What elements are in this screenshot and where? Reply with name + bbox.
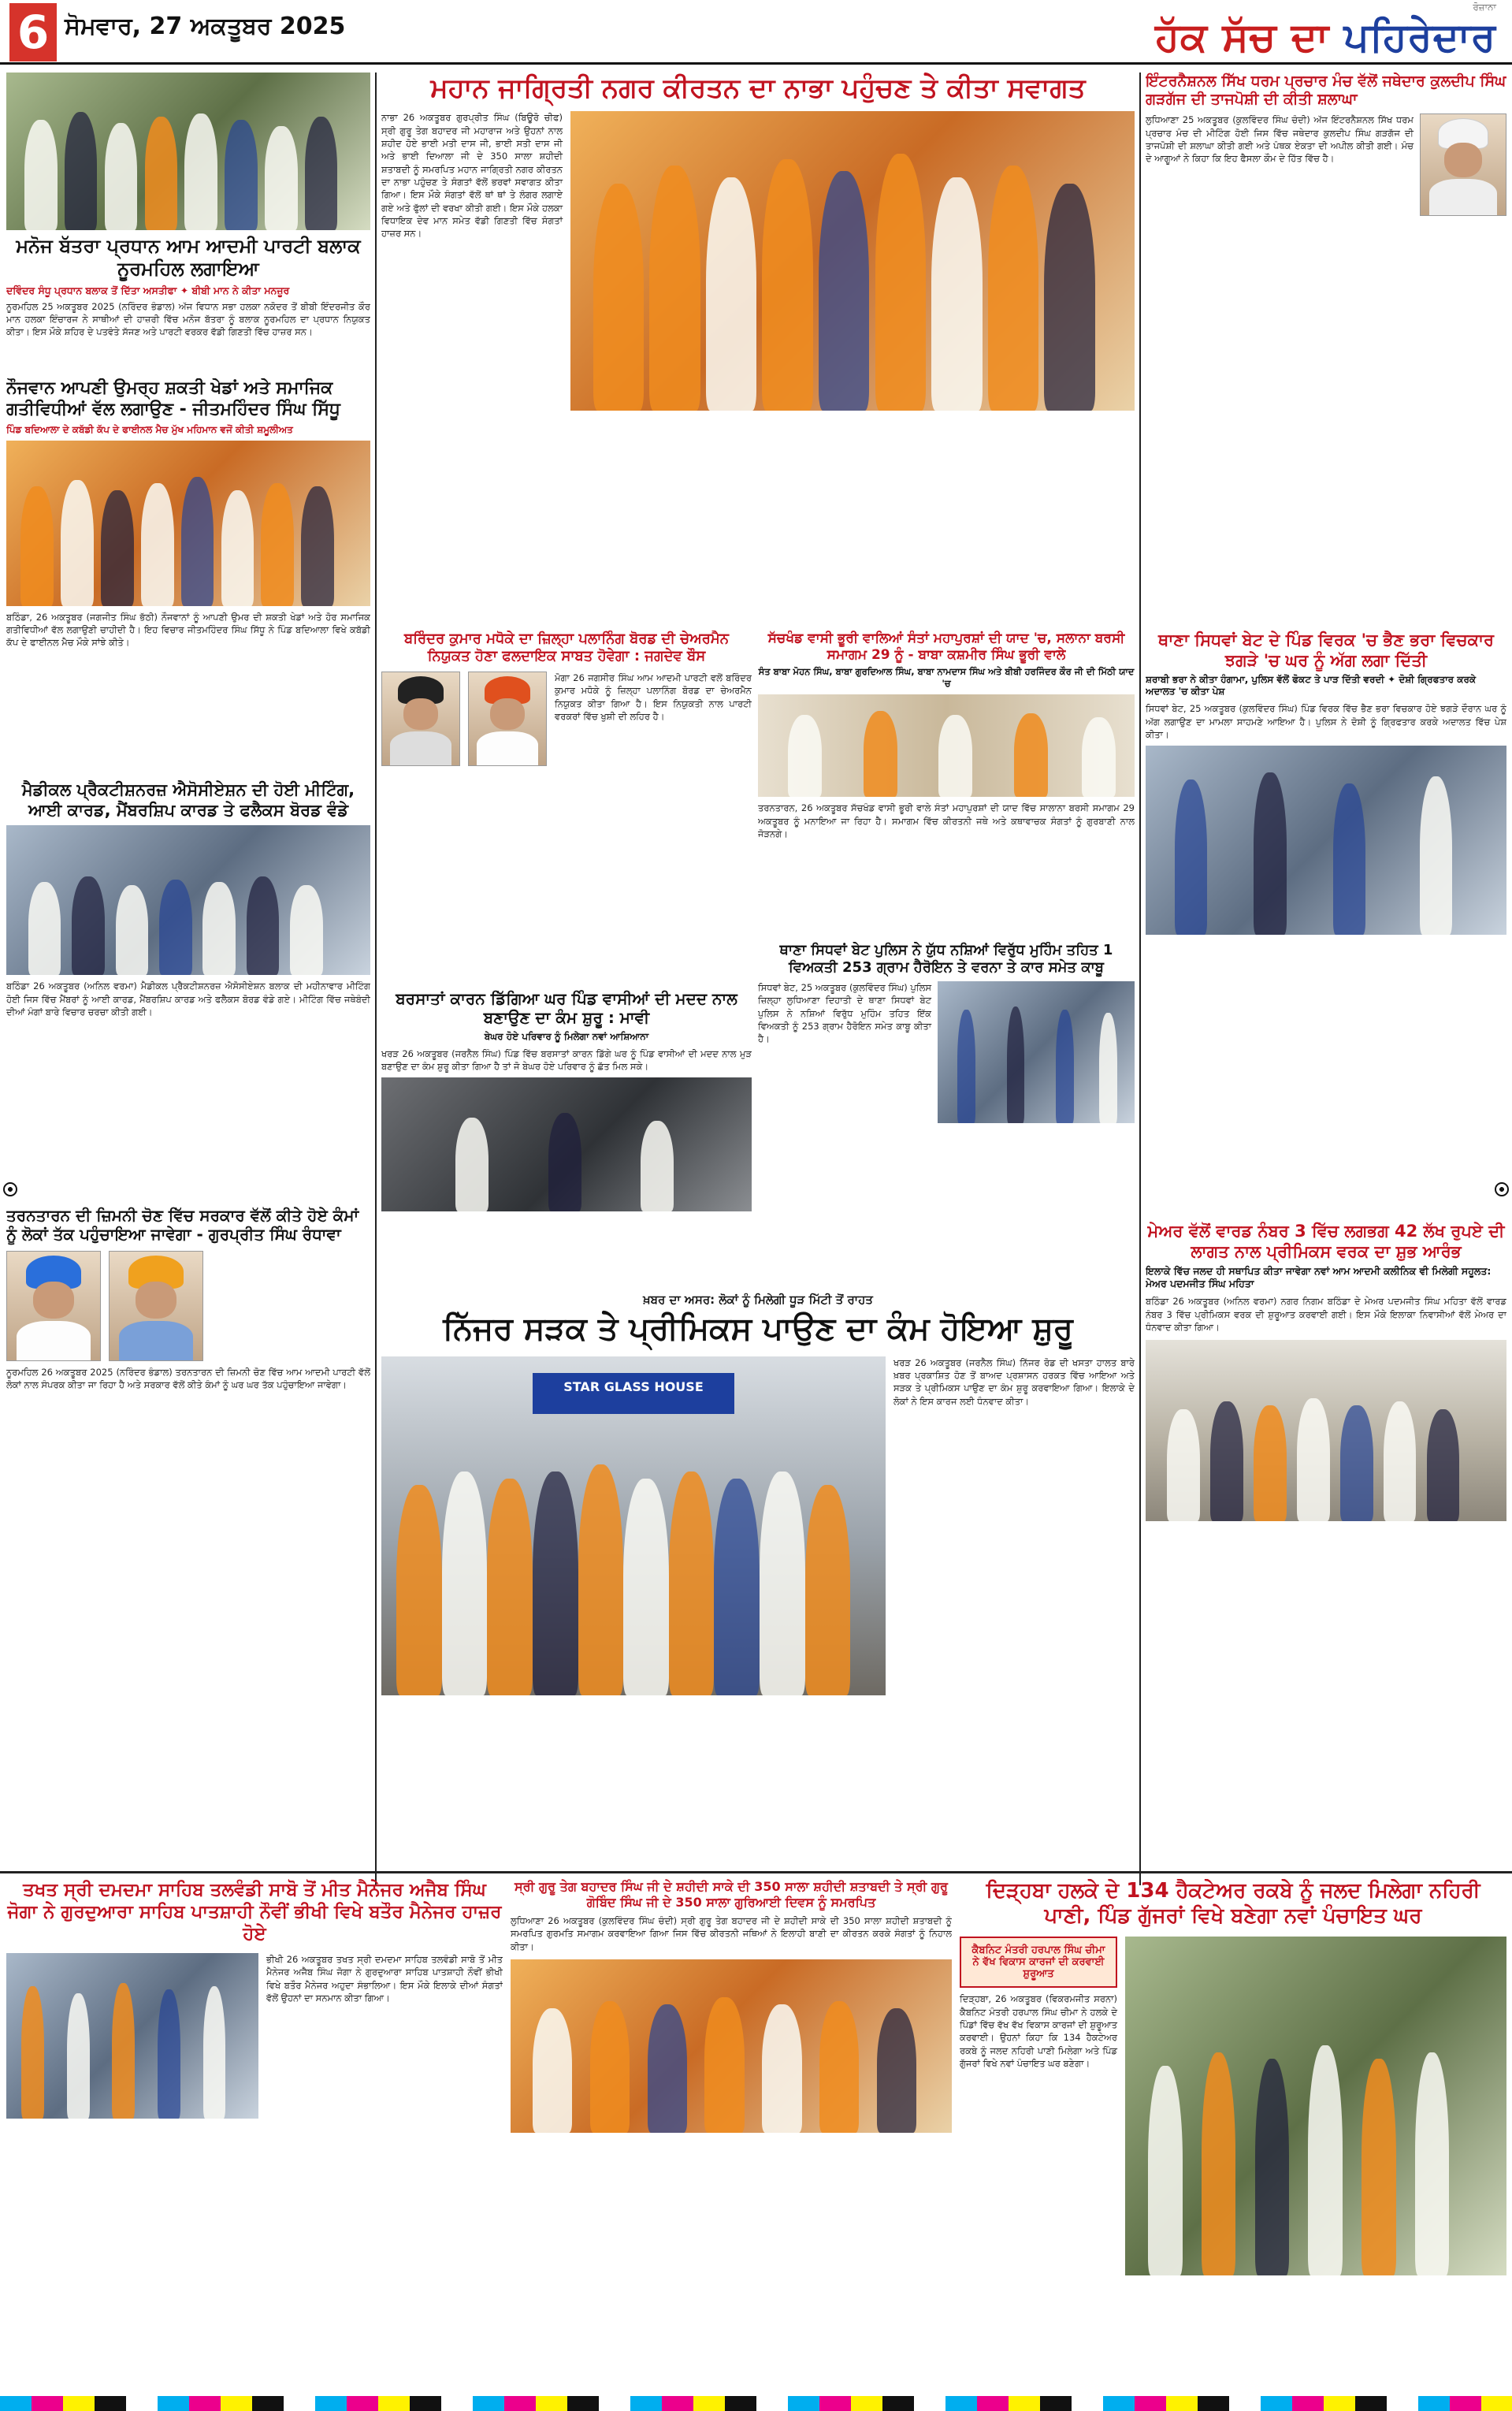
article-dirba-canal-water (960, 1879, 1506, 2391)
article-body: ਸਿਧਵਾਂ ਬੇਟ, 25 ਅਕਤੂਬਰ (ਕੁਲਵਿੰਦਰ ਸਿੰਘ) ਪੁਲਿਸ ਜ਼ਿਲ੍ਹਾ ਲੁਧਿਆਣਾ ਦਿਹਾਤੀ ਦੇ ਥਾਣਾ ਸਿਧਵਾਂ ਬੇਟ ਪੁਲਿਸ ਨੇ ਨਸ਼ਿਆਂ ਵਿਰੁੱਧ ਮੁਹਿੰਮ ਤਹਿਤ ਇੱਕ ਵਿਅਕਤੀ ਨੂੰ 253 ਗ੍ਰਾਮ ਹੈਰੋਇਨ ਸਮੇਤ ਕਾਬੂ ਕੀਤਾ ਹੈ। (758, 981, 931, 1045)
registration-mark (1495, 1182, 1509, 1196)
article-subhead: ਇਲਾਕੇ ਵਿੱਚ ਜਲਦ ਹੀ ਸਥਾਪਿਤ ਕੀਤਾ ਜਾਵੇਗਾ ਨਵਾਂ ਆਮ ਆਦਮੀ ਕਲੀਨਿਕ ਵੀ ਮਿਲੇਗੀ ਸਹੂਲਤ: ਮੇਅਰ ਪਦਮਜੀਤ ਸਿੰਘ ਮਹਿਤਾ (1146, 1265, 1492, 1290)
person-portrait (468, 672, 547, 766)
article-headline: ਥਾਣਾ ਸਿਧਵਾਂ ਬੇਟ ਪੁਲਿਸ ਨੇ ਯੁੱਧ ਨਸ਼ਿਆਂ ਵਿਰੁੱਧ ਮੁਹਿੰਮ ਤਹਿਤ 1 ਵਿਅਕਤੀ 253 ਗ੍ਰਾਮ ਹੈਰੋਇਨ ਤੇ ਵਰਨਾ ਤੇ ਕਾਰ ਸਮੇਤ ਕਾਬੂ (779, 942, 1113, 976)
shop-sign: STAR GLASS HOUSE (533, 1373, 734, 1414)
article-body: ਮੋਗਾ 26 ਜਗਸੀਰ ਸਿੰਘ ਆਮ ਆਦਮੀ ਪਾਰਟੀ ਵਲੋਂ ਬਰਿੰਦਰ ਕੁਮਾਰ ਮਧੋਕੇ ਨੂੰ ਜ਼ਿਲ੍ਹਾ ਪਲਾਨਿੰਗ ਬੋਰਡ ਦਾ ਚੇਅਰਮੈਨ ਨਿਯੁਕਤ ਕੀਤਾ ਗਿਆ ਹੈ। ਇਸ ਨਿਯੁਕਤੀ ਨਾਲ ਪਾਰਟੀ ਵਰਕਰਾਂ ਵਿੱਚ ਖੁਸ਼ੀ ਦੀ ਲਹਿਰ ਹੈ। (555, 672, 752, 722)
article-barinder-madhoke (381, 631, 752, 985)
article-manager-ajaib-singh (6, 1879, 503, 2391)
article-body: ਨੂਰਮਹਿਲ 26 ਅਕਤੂਬਰ 2025 (ਨਰਿੰਦਰ ਭੰਡਾਲ) ਤਰਨਤਾਰਨ ਦੀ ਜ਼ਿਮਨੀ ਚੋਣ ਵਿੱਚ ਆਮ ਆਦਮੀ ਪਾਰਟੀ ਵੱਲੋਂ ਲੋਕਾਂ ਨਾਲ ਸੰਪਰਕ ਕੀਤਾ ਜਾ ਰਿਹਾ ਹੈ ਅਤੇ ਸਰਕਾਰ ਵੱਲੋਂ ਕੀਤੇ ਕੰਮਾਂ ਨੂੰ ਘਰ ਘਰ ਤੱਕ ਪਹੁੰਚਾਇਆ ਜਾਵੇਗਾ। (6, 1366, 370, 1391)
article-sikh-manch (1146, 73, 1506, 624)
article-subhead: ਸ਼ਰਾਬੀ ਭਰਾ ਨੇ ਕੀਤਾ ਹੰਗਾਮਾ, ਪੁਲਿਸ ਵੱਲੋਂ ਫੋਕਟ ਤੇ ਪਾੜ ਦਿੱਤੀ ਵਰਦੀ ✦ ਦੋਸ਼ੀ ਗ੍ਰਿਫਤਾਰ ਕਰਕੇ ਅਦਾਲਤ 'ਚ ਕੀਤਾ ਪੇਸ਼ (1146, 674, 1477, 698)
article-photo (1146, 746, 1506, 935)
article-body: ਲੁਧਿਆਣਾ 26 ਅਕਤੂਬਰ (ਕੁਲਵਿੰਦਰ ਸਿੰਘ ਚੰਦੀ) ਸ੍ਰੀ ਗੁਰੂ ਤੇਗ ਬਹਾਦਰ ਜੀ ਦੇ ਸ਼ਹੀਦੀ ਸਾਕੇ ਦੀ 350 ਸਾਲਾ ਸ਼ਹੀਦੀ ਸ਼ਤਾਬਦੀ ਨੂੰ ਸਮਰਪਿਤ ਗੁਰਮਤਿ ਸਮਾਗਮ ਕਰਵਾਇਆ ਗਿਆ ਜਿਸ ਵਿੱਚ ਕੀਰਤਨੀ ਜਥਿਆਂ ਨੇ ਇਲਾਹੀ ਬਾਣੀ ਦਾ ਕੀਰਤਨ ਕਰਕੇ ਸੰਗਤਾਂ ਨੂੰ ਨਿਹਾਲ ਕੀਤਾ। (511, 1915, 952, 1952)
article-nijjar-road (381, 1293, 1135, 1868)
article-photo (6, 1953, 258, 2119)
article-kicker: ਖ਼ਬਰ ਦਾ ਅਸਰ: ਲੋਕਾਂ ਨੂੰ ਮਿਲੇਗੀ ਧੂੜ ਮਿੱਟੀ ਤੋਂ ਰਾਹਤ (643, 1293, 873, 1307)
article-body: ਖਰੜ 26 ਅਕਤੂਬਰ (ਜਰਨੈਲ ਸਿੰਘ) ਪਿੰਡ ਵਿੱਚ ਬਰਸਾਤਾਂ ਕਾਰਨ ਡਿੱਗੇ ਘਰ ਨੂੰ ਪਿੰਡ ਵਾਸੀਆਂ ਦੀ ਮਦਦ ਨਾਲ ਮੁੜ ਬਣਾਉਣ ਦਾ ਕੰਮ ਸ਼ੁਰੂ ਕੀਤਾ ਗਿਆ ਹੈ ਤਾਂ ਜੋ ਬੇਘਰ ਹੋਏ ਪਰਿਵਾਰ ਨੂੰ ਛੱਤ ਮਿਲ ਸਕੇ। (381, 1047, 752, 1073)
article-headline: ਤਰਨਤਾਰਨ ਦੀ ਜ਼ਿਮਨੀ ਚੋਣ ਵਿੱਚ ਸਰਕਾਰ ਵੱਲੋਂ ਕੀਤੇ ਹੋਏ ਕੰਮਾਂ ਨੂੰ ਲੋਕਾਂ ਤੱਕ ਪਹੁੰਚਾਇਆ ਜਾਵੇਗਾ - ਗੁਰਪ੍ਰੀਤ ਸਿੰਘ ਰੰਧਾਵਾ (6, 1206, 359, 1245)
article-heroin-arrest (758, 942, 1135, 1289)
article-subhead: ਦਵਿੰਦਰ ਸੰਧੂ ਪ੍ਰਧਾਨ ਬਲਾਕ ਤੋਂ ਦਿੱਤਾ ਅਸਤੀਫਾ ✦ ਬੀਬੀ ਮਾਨ ਨੇ ਕੀਤਾ ਮਨਜ਼ੂਰ (6, 284, 290, 296)
article-photo (570, 111, 1135, 411)
article-body: ਲੁਧਿਆਣਾ 25 ਅਕਤੂਬਰ (ਕੁਲਵਿੰਦਰ ਸਿੰਘ ਚੰਦੀ) ਅੱਜ ਇੰਟਰਨੈਸ਼ਨਲ ਸਿੱਖ ਧਰਮ ਪ੍ਰਚਾਰ ਮੰਚ ਦੀ ਮੀਟਿੰਗ ਹੋਈ ਜਿਸ ਵਿੱਚ ਜਥੇਦਾਰ ਕੁਲਦੀਪ ਸਿੰਘ ਗੜਗੱਜ ਦੀ ਤਾਜਪੋਸ਼ੀ ਦੀ ਸ਼ਲਾਘਾ ਕੀਤੀ ਗਈ ਅਤੇ ਪੰਥਕ ਏਕਤਾ ਦੀ ਅਪੀਲ ਕੀਤੀ ਗਈ। ਮੰਚ ਦੇ ਆਗੂਆਂ ਨੇ ਕਿਹਾ ਕਿ ਇਹ ਫੈਸਲਾ ਕੌਮ ਦੇ ਹਿੱਤ ਵਿੱਚ ਹੈ। (1146, 114, 1414, 165)
article-photo (511, 1959, 952, 2133)
article-headline: ਬਰਿੰਦਰ ਕੁਮਾਰ ਮਧੋਕੇ ਦਾ ਜ਼ਿਲ੍ਹਾ ਪਲਾਨਿੰਗ ਬੋਰਡ ਦੀ ਚੇਅਰਮੈਨ ਨਿਯੁਕਤ ਹੋਣਾ ਫਲਦਾਇਕ ਸਾਬਤ ਹੋਵੇਗਾ : ਜਗਦੇਵ ਬੌਸ (403, 631, 730, 664)
article-barsi-samagam (758, 631, 1135, 938)
article-body: ਦਿੜ੍ਹਬਾ, 26 ਅਕਤੂਬਰ (ਵਿਕਰਮਜੀਤ ਸਰਨਾ) ਕੈਬਨਿਟ ਮੰਤਰੀ ਹਰਪਾਲ ਸਿੰਘ ਚੀਮਾ ਨੇ ਹਲਕੇ ਦੇ ਪਿੰਡਾਂ ਵਿੱਚ ਵੱਖ ਵੱਖ ਵਿਕਾਸ ਕਾਰਜਾਂ ਦੀ ਸ਼ੁਰੂਆਤ ਕਰਵਾਈ। ਉਹਨਾਂ ਕਿਹਾ ਕਿ 134 ਹੈਕਟੇਅਰ ਰਕਬੇ ਨੂੰ ਜਲਦ ਨਹਿਰੀ ਪਾਣੀ ਮਿਲੇਗਾ ਅਤੇ ਪਿੰਡ ਗੁੱਜਰਾਂ ਵਿਖੇ ਨਵਾਂ ਪੰਚਾਇਤ ਘਰ ਬਣੇਗਾ। (960, 1993, 1117, 2070)
article-photo (938, 981, 1135, 1123)
article-subhead: ਪਿੰਡ ਬਦਿਆਲਾ ਦੇ ਕਬੱਡੀ ਕੱਪ ਦੇ ਫਾਈਨਲ ਮੈਚ ਮੁੱਖ ਮਹਿਮਾਨ ਵਜੋਂ ਕੀਤੀ ਸ਼ਮੂਲੀਅਤ (6, 423, 293, 435)
section-divider (0, 1871, 1512, 1873)
article-photo (758, 694, 1135, 797)
person-portrait (6, 1251, 101, 1361)
article-body: ਨੂਰਮਹਿਲ 25 ਅਕਤੂਬਰ 2025 (ਨਰਿੰਦਰ ਭੰਡਾਲ) ਅੱਜ ਵਿਧਾਨ ਸਭਾ ਹਲਕਾ ਨਕੋਦਰ ਤੋਂ ਬੀਬੀ ਇੰਦਰਜੀਤ ਕੌਰ ਮਾਨ ਹਲਕਾ ਇੰਚਾਰਜ ਨੇ ਸਾਥੀਆਂ ਦੀ ਹਾਜ਼ਰੀ ਵਿੱਚ ਮਨੋਜ ਬੱਤਰਾ ਨੂੰ ਬਲਾਕ ਨੂਰਮਹਿਲ ਦਾ ਪ੍ਰਧਾਨ ਨਿਯੁਕਤ ਕੀਤਾ। ਇਸ ਮੌਕੇ ਸ਼ਹਿਰ ਦੇ ਪਤਵੰਤੇ ਸੱਜਣ ਅਤੇ ਪਾਰਟੀ ਵਰਕਰ ਵੱਡੀ ਗਿਣਤੀ ਵਿੱਚ ਹਾਜ਼ਰ ਸਨ। (6, 300, 370, 338)
article-headline: ਥਾਣਾ ਸਿਧਵਾਂ ਬੇਟ ਦੇ ਪਿੰਡ ਵਿਰਕ 'ਚ ਭੈਣ ਭਰਾ ਵਿਚਕਾਰ ਝਗੜੇ 'ਚ ਘਰ ਨੂੰ ਅੱਗ ਲਗਾ ਦਿੱਤੀ (1158, 631, 1494, 670)
article-manoj-batra (6, 73, 370, 372)
column-divider (375, 73, 377, 1885)
article-shaheedi-shatabdi (511, 1879, 952, 2391)
article-body: ਖਰੜ 26 ਅਕਤੂਬਰ (ਜਰਨੈਲ ਸਿੰਘ) ਨਿੱਜਰ ਰੋਡ ਦੀ ਖਸਤਾ ਹਾਲਤ ਬਾਰੇ ਖ਼ਬਰ ਪ੍ਰਕਾਸ਼ਿਤ ਹੋਣ ਤੋਂ ਬਾਅਦ ਪ੍ਰਸ਼ਾਸਨ ਹਰਕਤ ਵਿੱਚ ਆਇਆ ਅਤੇ ਸੜਕ ਤੇ ਪ੍ਰੀਮਿਕਸ ਪਾਉਣ ਦਾ ਕੰਮ ਸ਼ੁਰੂ ਕਰਵਾਇਆ ਗਿਆ। ਇਲਾਕੇ ਦੇ ਲੋਕਾਂ ਨੇ ਇਸ ਕਾਰਜ ਲਈ ਧੰਨਵਾਦ ਕੀਤਾ। (893, 1356, 1135, 1407)
article-tarntaran-election (6, 1206, 370, 1860)
article-medical-practitioners (6, 780, 370, 1198)
article-headline: ਮਨੋਜ ਬੱਤਰਾ ਪ੍ਰਧਾਨ ਆਮ ਆਦਮੀ ਪਾਰਟੀ ਬਲਾਕ ਨੂਰਮਹਿਲ ਲਗਾਇਆ (16, 235, 361, 281)
article-headline: ਨਿੱਜਰ ਸੜਕ ਤੇ ਪ੍ਰੀਮਿਕਸ ਪਾਉਣ ਦਾ ਕੰਮ ਹੋਇਆ ਸ਼ੁਰੂ (443, 1311, 1073, 1347)
article-body: ਬਠਿੰਡਾ 26 ਅਕਤੂਬਰ (ਅਨਿਲ ਵਰਮਾ) ਨਗਰ ਨਿਗਮ ਬਠਿੰਡਾ ਦੇ ਮੇਅਰ ਪਦਮਜੀਤ ਸਿੰਘ ਮਹਿਤਾ ਵੱਲੋਂ ਵਾਰਡ ਨੰਬਰ 3 ਵਿੱਚ ਪ੍ਰੀਮਿਕਸ ਵਰਕ ਦੀ ਸ਼ੁਰੂਆਤ ਕਰਵਾਈ ਗਈ। ਇਸ ਮੌਕੇ ਇਲਾਕਾ ਨਿਵਾਸੀਆਂ ਵੱਲੋਂ ਮੇਅਰ ਦਾ ਧੰਨਵਾਦ ਕੀਤਾ ਗਿਆ। (1146, 1296, 1506, 1333)
paper-name (1155, 13, 1496, 60)
article-nagar-kirtan (381, 73, 1135, 624)
article-body: ਬਠਿੰਡਾ, 26 ਅਕਤੂਬਰ (ਜਗਜੀਤ ਸਿੰਘ ਭੱਠੀ) ਨੌਜਵਾਨਾਂ ਨੂੰ ਆਪਣੀ ਉਮਰ ਦੀ ਸ਼ਕਤੀ ਖੇਡਾਂ ਅਤੇ ਹੋਰ ਸਮਾਜਿਕ ਗਤੀਵਿਧੀਆਂ ਵੱਲ ਲਗਾਉਣੀ ਚਾਹੀਦੀ ਹੈ। ਇਹ ਵਿਚਾਰ ਜੀਤਮਹਿੰਦਰ ਸਿੰਘ ਸਿੱਧੂ ਨੇ ਪਿੰਡ ਬਦਿਆਲਾ ਵਿਖੇ ਕਬੱਡੀ ਕੱਪ ਦੇ ਫਾਈਨਲ ਮੈਚ ਮੌਕੇ ਸਾਂਝੇ ਕੀਤੇ। (6, 611, 370, 649)
article-subhead: ਸੰਤ ਬਾਬਾ ਮੋਹਨ ਸਿੰਘ, ਬਾਬਾ ਗੁਰਦਿਆਲ ਸਿੰਘ, ਬਾਬਾ ਨਾਮਦਾਸ ਸਿੰਘ ਅਤੇ ਬੀਬੀ ਹਰਜਿੰਦਰ ਕੌਰ ਜੀ ਦੀ ਮਿੱਠੀ ਯਾਦ 'ਚ (758, 666, 1135, 690)
article-photo (6, 825, 370, 975)
article-virk-fire (1146, 631, 1506, 1214)
article-body: ਤਰਨਤਾਰਨ, 26 ਅਕਤੂਬਰ ਸੱਚਖੰਡ ਵਾਸੀ ਭੂਰੀ ਵਾਲੇ ਸੰਤਾਂ ਮਹਾਪੁਰਸ਼ਾਂ ਦੀ ਯਾਦ ਵਿੱਚ ਸਾਲਾਨਾ ਬਰਸੀ ਸਮਾਗਮ 29 ਅਕਤੂਬਰ ਨੂੰ ਮਨਾਇਆ ਜਾ ਰਿਹਾ ਹੈ। ਸਮਾਗਮ ਵਿੱਚ ਕੀਰਤਨੀ ਜਥੇ ਅਤੇ ਕਥਾਵਾਚਕ ਸੰਗਤਾਂ ਨੂੰ ਗੁਰਬਾਣੀ ਨਾਲ ਜੋੜਨਗੇ। (758, 802, 1135, 840)
article-photo (6, 73, 370, 230)
paper-tag: ਰੋਜ਼ਾਨਾ (1473, 2, 1496, 13)
newspaper-logo (1155, 2, 1496, 61)
person-portrait (109, 1251, 203, 1361)
person-portrait (1420, 113, 1506, 216)
article-body: ਸਿਧਵਾਂ ਬੇਟ, 25 ਅਕਤੂਬਰ (ਕੁਲਵਿੰਦਰ ਸਿੰਘ) ਪਿੰਡ ਵਿਰਕ ਵਿੱਚ ਭੈਣ ਭਰਾ ਵਿਚਕਾਰ ਹੋਏ ਝਗੜੇ ਦੌਰਾਨ ਘਰ ਨੂੰ ਅੱਗ ਲਗਾਉਣ ਦਾ ਮਾਮਲਾ ਸਾਹਮਣੇ ਆਇਆ ਹੈ। ਪੁਲਿਸ ਨੇ ਦੋਸ਼ੀ ਨੂੰ ਗ੍ਰਿਫਤਾਰ ਕਰਕੇ ਅਦਾਲਤ ਵਿੱਚ ਪੇਸ਼ ਕੀਤਾ। (1146, 703, 1506, 740)
paper-name-a: ਹੱਕ ਸੱਚ ਦਾ (1155, 13, 1344, 60)
article-headline: ਸੱਚਖੰਡ ਵਾਸੀ ਭੂਰੀ ਵਾਲਿਆਂ ਸੰਤਾਂ ਮਹਾਪੁਰਸ਼ਾਂ ਦੀ ਯਾਦ 'ਚ, ਸਲਾਨਾ ਬਰਸੀ ਸਮਾਗਮ 29 ਨੂੰ - ਬਾਬਾ ਕਸ਼ਮੀਰ ਸਿੰਘ ਭੂਰੀ ਵਾਲੇ (767, 631, 1125, 663)
article-headline: ਦਿੜ੍ਹਬਾ ਹਲਕੇ ਦੇ 134 ਹੈਕਟੇਅਰ ਰਕਬੇ ਨੂੰ ਜਲਦ ਮਿਲੇਗਾ ਨਹਿਰੀ ਪਾਣੀ, ਪਿੰਡ ਗੁੱਜਰਾਂ ਵਿਖੇ ਬਣੇਗਾ ਨਵਾਂ ਪੰਚਾਇਤ ਘਰ (986, 1879, 1480, 1928)
article-body: ਬਠਿੰਡਾ 26 ਅਕਤੂਬਰ (ਅਨਿਲ ਵਰਮਾ) ਮੈਡੀਕਲ ਪ੍ਰੈਕਟੀਸ਼ਨਰਜ਼ ਐਸੋਸੀਏਸ਼ਨ ਬਲਾਕ ਦੀ ਮਹੀਨਾਵਾਰ ਮੀਟਿੰਗ ਹੋਈ ਜਿਸ ਵਿੱਚ ਮੈਂਬਰਾਂ ਨੂੰ ਆਈ ਕਾਰਡ, ਮੈਂਬਰਸ਼ਿਪ ਕਾਰਡ ਅਤੇ ਫਲੈਕਸ ਬੋਰਡ ਵੰਡੇ ਗਏ। ਮੀਟਿੰਗ ਵਿੱਚ ਜਥੇਬੰਦੀ ਦੀਆਂ ਮੰਗਾਂ ਬਾਰੇ ਵਿਚਾਰ ਚਰਚਾ ਕੀਤੀ ਗਈ। (6, 980, 370, 1018)
article-photo (1125, 1937, 1506, 2275)
minister-callout: ਕੈਬਨਿਟ ਮੰਤਰੀ ਹਰਪਾਲ ਸਿੰਘ ਚੀਮਾ ਨੇ ਵੱਖ ਵਿਕਾਸ ਕਾਰਜਾਂ ਦੀ ਕਰਵਾਈ ਸ਼ੁਰੂਆਤ (960, 1937, 1117, 1988)
article-photo (6, 441, 370, 606)
article-jitmahinder-sidhu (6, 378, 370, 772)
article-headline: ਬਰਸਾਤਾਂ ਕਾਰਨ ਡਿੱਗਿਆ ਘਰ ਪਿੰਡ ਵਾਸੀਆਂ ਦੀ ਮਦਦ ਨਾਲ ਬਣਾਉਣ ਦਾ ਕੰਮ ਸ਼ੁਰੂ : ਮਾਵੀ (396, 989, 737, 1028)
column-divider (1139, 73, 1141, 1885)
article-headline: ਮੇਅਰ ਵੱਲੋਂ ਵਾਰਡ ਨੰਬਰ 3 ਵਿੱਚ ਲਗਭਗ 42 ਲੱਖ ਰੁਪਏ ਦੀ ਲਾਗਤ ਨਾਲ ਪ੍ਰੀਮਿਕਸ ਵਰਕ ਦਾ ਸ਼ੁਭ ਆਰੰਭ (1147, 1222, 1505, 1261)
article-headline: ਨੌਜਵਾਨ ਆਪਣੀ ਉਮਰ੍ਹ ਸ਼ਕਤੀ ਖੇਡਾਂ ਅਤੇ ਸਮਾਜਿਕ ਗਤੀਵਿਧੀਆਂ ਵੱਲ ਲਗਾਉਣ - ਜੀਤਮਹਿੰਦਰ ਸਿੰਘ ਸਿੱਧੂ (6, 378, 340, 419)
article-subhead: ਬੇਘਰ ਹੋਏ ਪਰਿਵਾਰ ਨੂੰ ਮਿਲੇਗਾ ਨਵਾਂ ਆਸ਼ਿਆਨਾ (484, 1030, 649, 1042)
masthead (0, 0, 1512, 65)
print-color-strip (0, 2396, 1512, 2411)
issue-date: ਸੋਮਵਾਰ, 27 ਅਕਤੂਬਰ 2025 (65, 13, 346, 40)
article-photo (381, 1356, 886, 1695)
registration-mark (3, 1182, 17, 1196)
article-house-rebuild (381, 989, 752, 1289)
paper-name-b: ਪਹਿਰੇਦਾਰ (1343, 13, 1496, 60)
article-photo (1146, 1340, 1506, 1521)
person-portrait (381, 672, 460, 766)
article-headline: ਤਖਤ ਸ੍ਰੀ ਦਮਦਮਾ ਸਾਹਿਬ ਤਲਵੰਡੀ ਸਾਬੋ ਤੋਂ ਮੀਤ ਮੈਨੇਜਰ ਅਜੈਬ ਸਿੰਘ ਜੋਗਾ ਨੇ ਗੁਰਦੁਆਰਾ ਸਾਹਿਬ ਪਾਤਸ਼ਾਹੀ ਨੌਵੀਂ ਭੀਖੀ ਵਿਖੇ ਬਤੌਰ ਮੈਨੇਜਰ ਹਾਜ਼ਰ ਹੋਏ (7, 1880, 502, 1945)
article-body: ਨਾਭਾ 26 ਅਕਤੂਬਰ ਗੁਰਪ੍ਰੀਤ ਸਿੰਘ (ਬਿਊਰੋ ਚੀਫ) ਸ੍ਰੀ ਗੁਰੂ ਤੇਗ ਬਹਾਦਰ ਜੀ ਮਹਾਰਾਜ ਅਤੇ ਉਹਨਾਂ ਨਾਲ ਸ਼ਹੀਦ ਹੋਏ ਭਾਈ ਮਤੀ ਦਾਸ ਜੀ, ਭਾਈ ਸਤੀ ਦਾਸ ਜੀ ਅਤੇ ਭਾਈ ਦਿਆਲਾ ਜੀ ਦੇ 350 ਸਾਲਾ ਸ਼ਹੀਦੀ ਸ਼ਤਾਬਦੀ ਨੂੰ ਸਮਰਪਿਤ ਮਹਾਨ ਜਾਗ੍ਰਿਤੀ ਨਗਰ ਕੀਰਤਨ ਦਾ ਨਾਭਾ ਪਹੁੰਚਣ ਤੇ ਸੰਗਤਾਂ ਵੱਲੋਂ ਭਰਵਾਂ ਸਵਾਗਤ ਕੀਤਾ ਗਿਆ। ਇਸ ਮੌਕੇ ਸੰਗਤਾਂ ਵੱਲੋਂ ਥਾਂ ਥਾਂ ਤੇ ਲੰਗਰ ਲਗਾਏ ਗਏ ਅਤੇ ਫੁੱਲਾਂ ਦੀ ਵਰਖਾ ਕੀਤੀ ਗਈ। ਇਸ ਮੌਕੇ ਹਲਕਾ ਵਿਧਾਇਕ ਦੇਵ ਮਾਨ ਸਮੇਤ ਵੱਡੀ ਗਿਣਤੀ ਵਿੱਚ ਸੰਗਤਾਂ ਹਾਜ਼ਰ ਸਨ। (381, 112, 563, 240)
article-body: ਭੀਖੀ 26 ਅਕਤੂਬਰ ਤਖਤ ਸ੍ਰੀ ਦਮਦਮਾ ਸਾਹਿਬ ਤਲਵੰਡੀ ਸਾਬੋ ਤੋਂ ਮੀਤ ਮੈਨੇਜਰ ਅਜੈਬ ਸਿੰਘ ਜੋਗਾ ਨੇ ਗੁਰਦੁਆਰਾ ਸਾਹਿਬ ਪਾਤਸ਼ਾਹੀ ਨੌਵੀਂ ਭੀਖੀ ਵਿਖੇ ਬਤੌਰ ਮੈਨੇਜਰ ਅਹੁਦਾ ਸੰਭਾਲਿਆ। ਇਸ ਮੌਕੇ ਇਲਾਕੇ ਦੀਆਂ ਸੰਗਤਾਂ ਵੱਲੋਂ ਉਹਨਾਂ ਦਾ ਸਨਮਾਨ ਕੀਤਾ ਗਿਆ। (266, 1954, 503, 2004)
article-mayor-premix (1146, 1222, 1506, 1868)
page-number: 6 (9, 3, 57, 61)
article-photo (381, 1077, 752, 1211)
article-headline: ਸ੍ਰੀ ਗੁਰੂ ਤੇਗ ਬਹਾਦਰ ਸਿੰਘ ਜੀ ਦੇ ਸ਼ਹੀਦੀ ਸਾਕੇ ਦੀ 350 ਸਾਲਾ ਸ਼ਹੀਦੀ ਸ਼ਤਾਬਦੀ ਤੇ ਸ੍ਰੀ ਗੁਰੂ ਗੋਬਿੰਦ ਸਿੰਘ ਜੀ ਦੇ 350 ਸਾਲਾ ਗੁਰਿਆਈ ਦਿਵਸ ਨੂੰ ਸਮਰਪਿਤ (515, 1879, 948, 1910)
article-headline: ਮਹਾਨ ਜਾਗ੍ਰਿਤੀ ਨਗਰ ਕੀਰਤਨ ਦਾ ਨਾਭਾ ਪਹੁੰਚਣ ਤੇ ਕੀਤਾ ਸਵਾਗਤ (430, 73, 1086, 104)
article-headline: ਇੰਟਰਨੈਸ਼ਨਲ ਸਿੱਖ ਧਰਮ ਪ੍ਰਚਾਰ ਮੰਚ ਵੱਲੋਂ ਜਥੇਦਾਰ ਕੁਲਦੀਪ ਸਿੰਘ ਗੜਗੱਜ ਦੀ ਤਾਜਪੋਸ਼ੀ ਦੀ ਕੀਤੀ ਸ਼ਲਾਘਾ (1146, 73, 1506, 109)
article-headline: ਮੈਡੀਕਲ ਪ੍ਰੈਕਟੀਸ਼ਨਰਜ਼ ਐਸੋਸੀਏਸ਼ਨ ਦੀ ਹੋਈ ਮੀਟਿੰਗ, ਆਈ ਕਾਰਡ, ਮੈਂਬਰਸ਼ਿਪ ਕਾਰਡ ਤੇ ਫਲੈਕਸ ਬੋਰਡ ਵੰਡੇ (21, 780, 355, 820)
